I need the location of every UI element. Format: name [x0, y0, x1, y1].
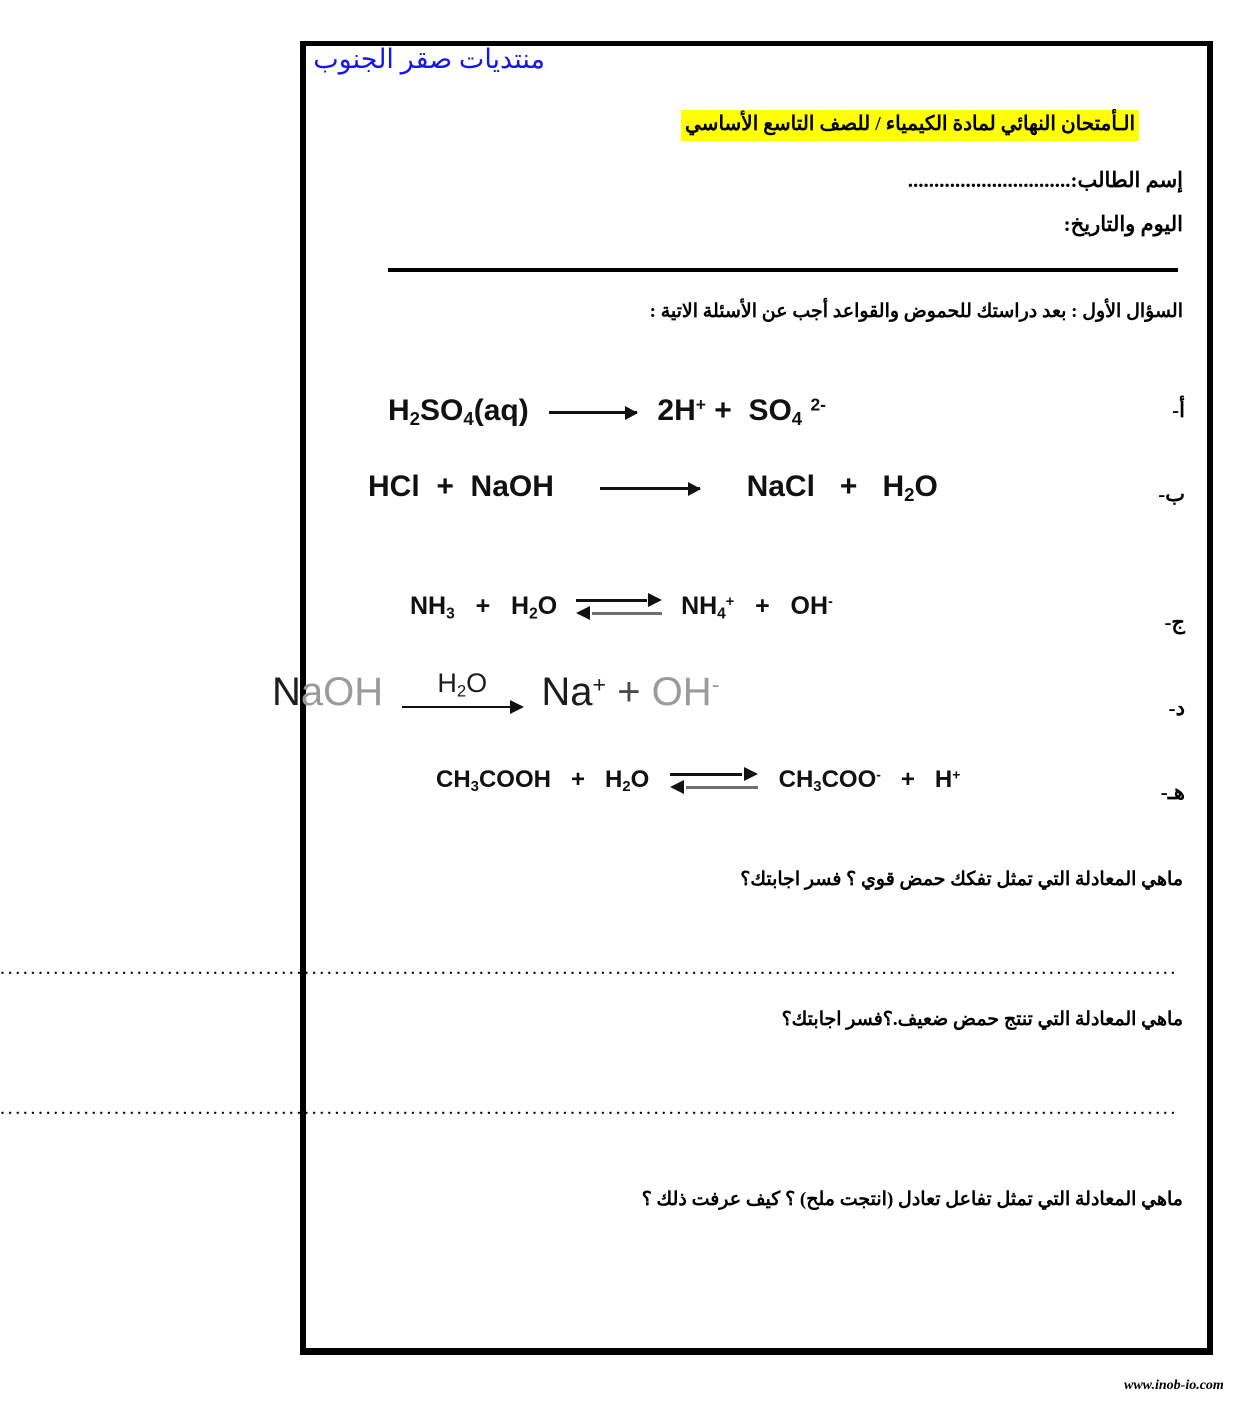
equation-c-left: $NH_3 + H_2O$ [410, 592, 558, 623]
equation-a-left: $H_2SO_4(aq)$ [388, 394, 529, 430]
equation-marker-a: أ- [1172, 398, 1185, 422]
answer-line-2[interactable]: ........................................................................................................................................................... [0, 1097, 1178, 1119]
equation-body-c [410, 592, 833, 623]
equation-c-right: $NH_4^+ + OH^-$ [681, 592, 833, 623]
question-one-prompt: السؤال الأول : بعد دراستك للحموض والقواعد أجب عن الأسئلة الاتية : [649, 301, 1183, 322]
equation-marker-e: هـ- [1160, 780, 1185, 804]
header-divider [388, 268, 1178, 272]
equation-marker-c: ج- [1164, 610, 1185, 634]
sub-question-3: ماهي المعادلة التي تمثل تفاعل تعادل (انتجت ملح) ؟ كيف عرفت ذلك ؟ [641, 1189, 1183, 1210]
student-name-field [908, 168, 1183, 193]
date-field [1064, 212, 1183, 237]
equilibrium-arrow-icon [576, 594, 662, 620]
equation-b-left: HCl + NaOH [368, 470, 554, 503]
sub-question-1: ماهي المعادلة التي تمثل تفكك حمض قوي ؟ فسر اجابتك؟ [740, 869, 1183, 890]
equation-e-left: $CH_3COOH + H_2O$ [436, 766, 650, 796]
equilibrium-arrow-icon [670, 768, 758, 794]
equation-a-right: $2H^+ + SO_4$ $^{2-}$ [657, 394, 826, 430]
page-title: الـأمتحان النهائي لمادة الكيمياء / للصف التاسع الأساسي [681, 110, 1139, 141]
equation-body-e [436, 766, 960, 795]
reaction-arrow-icon [600, 481, 700, 495]
equation-body-b [368, 470, 938, 506]
site-watermark: منتديات صقر الجنوب [313, 44, 545, 74]
equation-b-right: NaCl + $H_2O$ [746, 470, 938, 506]
equation-d-left: NaOH [272, 670, 384, 714]
equation-body-d [272, 670, 719, 716]
student-name-label: إسم الطالب: [1070, 168, 1183, 192]
student-name-dotted-line: ............................... [907, 168, 1071, 192]
arrow-label-water: $H_2O$ [437, 668, 488, 702]
equation-marker-d: د- [1168, 696, 1185, 720]
equation-body-a [388, 394, 826, 436]
equation-d-right: Na+ + OH- [541, 670, 720, 714]
reaction-arrow-icon [549, 405, 637, 419]
catalyst-arrow-icon [402, 668, 522, 716]
date-label: اليوم والتاريخ: [1063, 212, 1183, 236]
footer-url[interactable]: www.inob-io.com [1124, 1378, 1224, 1393]
answer-line-1[interactable]: ........................................................................................................................................................... [0, 957, 1178, 979]
equation-marker-b: ب- [1158, 482, 1185, 506]
sub-question-2: ماهي المعادلة التي تنتج حمض ضعيف.؟فسر اجابتك؟ [781, 1009, 1183, 1030]
equation-e-right: $CH_3COO^- + H^+$ [778, 766, 961, 796]
